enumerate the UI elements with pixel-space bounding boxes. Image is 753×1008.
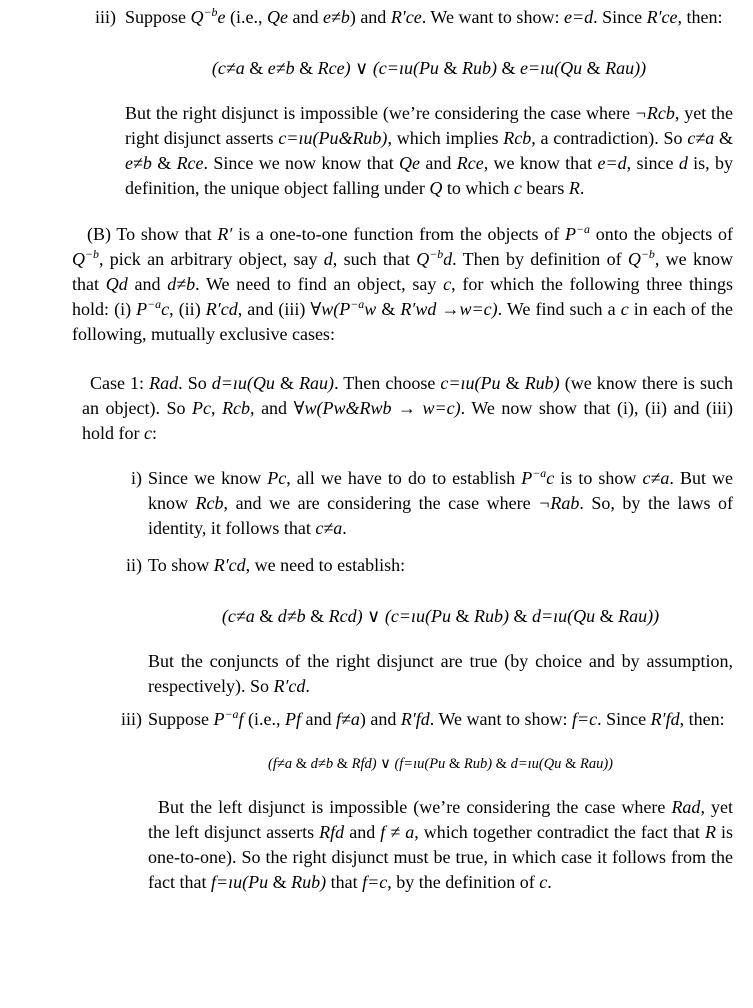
subitem-text: Since we know Pc, all we have to do to establish $P^{-a}c$ is to show c≠a. But we know Rcb, and we are considering the case where ¬Rab. So, by the laws of identity, it follows that c≠a.: [148, 466, 734, 538]
proof-item-iii-outer: [72, 5, 733, 201]
item-discussion-text: But the right disjunct is impossible (we’re considering the case where ¬Rcb, yet the right disjunct asserts c=ıu(Pu&Rub), which implies Rcb, a contradiction). So c≠a & e≠b & Rce. Since we now know that Qe and Rce, we know that e=d, since d is, by definition, the unique object falling under Q to which c bears R.: [125, 103, 734, 198]
subitem-text: Suppose $P^{-a}f$ (i.e., Pf and f≠a) and R′fd. We want to show: f=c. Since R′fd, then:: [148, 707, 725, 729]
display-formula-1: (c≠a & e≠b & Rce) ∨ (c=ıu(Pu & Rub) & e=ıu(Qu & Rau)): [211, 58, 647, 78]
proof-subitem-ii: [72, 553, 733, 699]
subitem-text: To show R′cd, we need to establish:: [148, 555, 406, 575]
item-label: i): [131, 468, 142, 488]
case-1-paragraph: Case 1: Rad. So d=ıu(Qu & Rau). Then choose c=ıu(Pu & Rub) (we know there is such an object). So Pc, Rcb, and ∀w(Pw&Rwb → w=c). We now show that (i), (ii) and (iii) hold for c:: [82, 373, 733, 443]
paragraph-B: (B) To show that R′ is a one-to-one function from the objects of $P^{-a}$ onto the objects of $Q^{-b}$, pick an arbitrary object, say d, such that $Q^{-b}d$. Then by definition of $Q^{-b}$, we know that Qd and d≠b. We need to find an object, say c, for which the following three things hold: (i) $P^{-a}c$, (ii) R′cd, and (iii) $\forall w(P^{-a}w$ & R′wd →w=c). We find such a c in each of the following, mutually exclusive cases:: [72, 222, 733, 344]
item-label: iii): [95, 7, 116, 27]
proof-subitem-i: [72, 466, 733, 541]
item-label: iii): [121, 709, 142, 729]
subitem-discussion: But the left disjunct is impossible (we’re considering the case where Rad, yet the left disjunct asserts Rfd and f ≠ a, which together contradict the fact that R is one-to-one). So the right disjunct must be true, in which case it follows from the fact that f=ıu(Pu & Rub) that f=c, by the definition of c.: [148, 797, 734, 892]
display-formula-3: (f≠a & d≠b & Rfd) ∨ (f=ıu(Pu & Rub) & d=ıu(Qu & Rau)): [268, 756, 613, 772]
subitem-discussion: But the conjuncts of the right disjunct are true (by choice and by assumption, respectively). So R′cd.: [148, 651, 733, 696]
proof-subitem-iii: [72, 707, 733, 895]
display-formula-2: (c≠a & d≠b & Rcd) ∨ (c=ıu(Pu & Rub) & d=ıu(Qu & Rau)): [221, 606, 660, 626]
item-intro-text: Suppose $Q^{-b}e$ (i.e., Qe and e≠b) and R′ce. We want to show: e=d. Since R′ce, then:: [125, 5, 723, 27]
item-label: ii): [126, 555, 142, 575]
